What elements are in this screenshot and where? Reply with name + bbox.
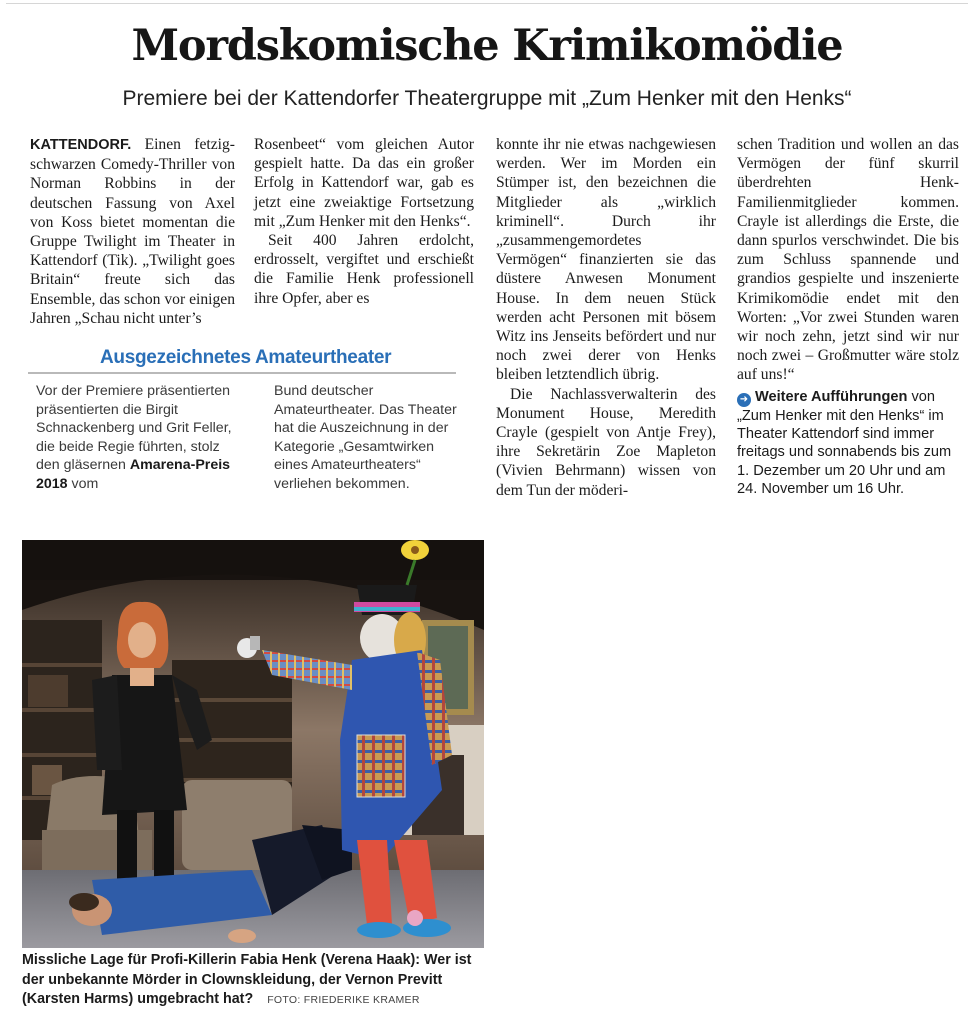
performance-info-text: von „Zum Henker mit den Henks“ im Theater Kattendorf sind immer freitags und sonnabends bis zum 1. Dezember um 20 Uhr und am 24. November um 16 Uhr. xyxy=(737,389,952,497)
article-column-4 xyxy=(737,135,959,385)
sidebar-right-text: Bund deutscher Amateurtheater. Das Theater hat die Auszeichnung in der Kategorie „Gesamtwirken eines Amateurtheaters“ verliehen bekommen. xyxy=(274,383,457,492)
performance-info xyxy=(737,388,961,498)
article-column-1 xyxy=(30,135,235,328)
column-4-text: schen Tradition und wollen an das Vermögen der fünf skurril überdrehten Henk-Familienmitglieder kommen. Crayle ist allerdings die Erste, die dann spurlos verschwindet. Die bis zum Schluss spannende und grandios gespielte und inszenierte Krimikomödie endet mit den Worten: „Vor zwei Stunden waren wir noch zehn, jetzt sind wir nur noch zwei – Großmutter wäre stolz auf uns!“ xyxy=(737,136,959,384)
photo-caption-text: Missliche Lage für Profi-Killerin Fabia Henk (Verena Haak): Wer ist der unbekannte Mörder in Clownskleidung, der Vernon Previtt (Karsten Harms) umgebracht hat? xyxy=(22,952,472,1007)
article-column-2 xyxy=(254,135,474,308)
sidebar-heading: Ausgezeichnetes Amateurtheater xyxy=(100,347,392,368)
column-2-paragraph-1: Rosenbeet“ vom gleichen Autor gespielt hatte. Da das ein großer Erfolg in Kattendorf war, gab es jetzt eine zweiaktige Fortsetzung mit „Zum Henker mit den Henks“. xyxy=(254,136,474,230)
sidebar-rule xyxy=(28,372,456,374)
arrow-right-circle-icon: ➜ xyxy=(737,393,751,407)
photo-caption xyxy=(22,951,492,1011)
prize-name: Amarena-Preis 2018 xyxy=(36,457,231,492)
column-1-text: Einen fetzig-schwarzen Comedy-Thriller von Norman Robbins in der deutschen Fassung von Axel von Koss bietet momentan die Gruppe Twilight im Theater in Kattendorf (Tik). „Twilight goes Britain“ freute sich das Ensemble, das schon vor einigen Jahren „Schau nicht unter’s xyxy=(30,136,235,327)
dateline: KATTENDORF. xyxy=(30,137,132,153)
headline: Mordskomische Krimikomödie xyxy=(131,21,843,71)
photo-credit: FOTO: FRIEDERIKE KRAMER xyxy=(267,994,420,1006)
top-rule xyxy=(6,3,968,4)
subheadline: Premiere bei der Kattendorfer Theatergruppe mit „Zum Henker mit den Henks“ xyxy=(122,87,852,110)
stage-photo xyxy=(22,540,484,948)
column-3-paragraph-2: Die Nachlassverwalterin des Monument House, Meredith Crayle (gespielt von Antje Frey), ihre Sekretärin Zoe Mapleton (Vivien Behrmann) wissen von dem Tun der möderi- xyxy=(496,385,716,499)
sidebar-left-text: Vor der Premiere präsentierten präsentierten die Birgit Schnackenberg und Grit Feller, die beide Regie führten, stolz den gläsernen Amarena-Preis 2018 vom xyxy=(36,383,232,492)
article-column-3 xyxy=(496,135,716,500)
performance-info-lead: Weitere Aufführungen xyxy=(755,389,908,405)
stage-photo-illustration xyxy=(22,540,484,948)
column-2-paragraph-2: Seit 400 Jahren erdolcht, erdrosselt, vergiftet und erschießt die Familie Henk professionell ihre Opfer, aber es xyxy=(254,232,474,307)
column-3-paragraph-1: konnte ihr nie etwas nachgewiesen werden. Wer im Morden ein Stümper ist, den bezeichnen die Mitglieder als „wirklich kriminell“. Durch ihr „zusammengemordetes Vermögen“ finanzierten sie das düstere Anwesen Monument House. In dem neuen Stück werden acht Personen mit bösem Witz ins Jenseits befördert und nur noch zwei derer von Henks bleiben letztendlich übrig. xyxy=(496,136,716,384)
